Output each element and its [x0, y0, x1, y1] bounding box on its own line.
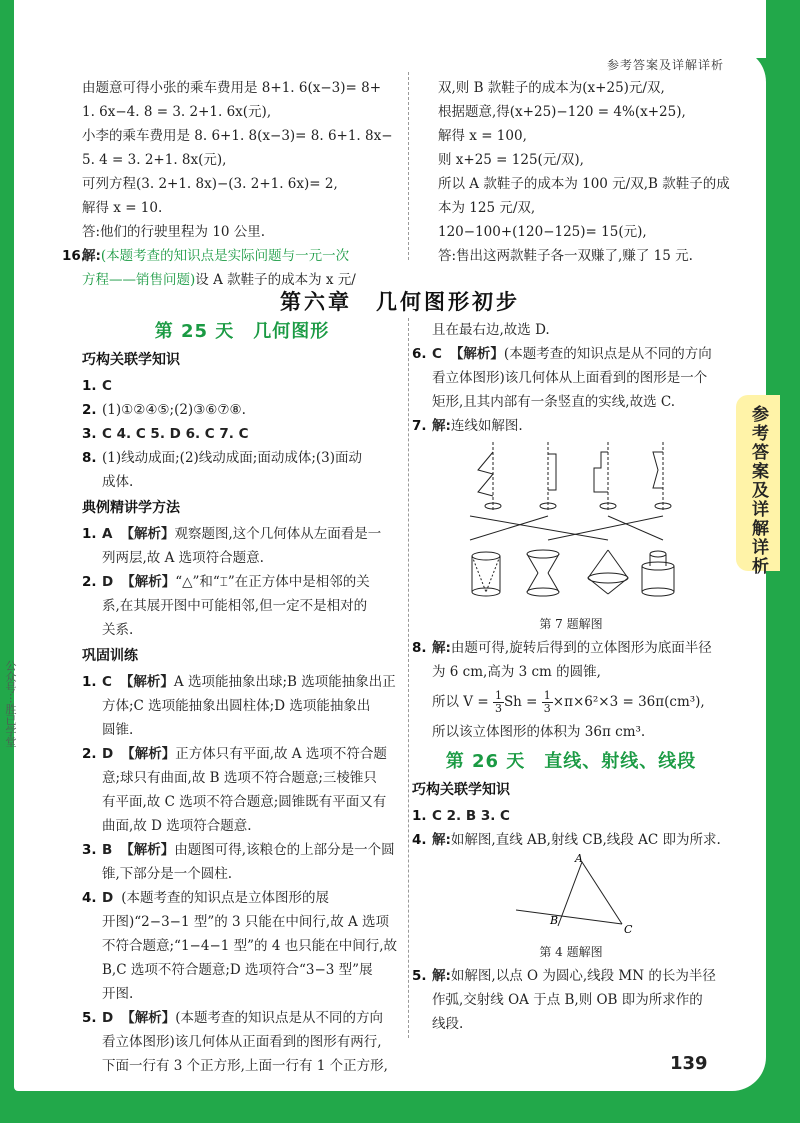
text-line: 且在最右边,故选 D. — [432, 322, 550, 338]
problem-number: 16. — [62, 248, 86, 264]
left-watermark: 公众号···胜已学堂 — [4, 660, 17, 748]
answer-item: 2. D 【解析】正方体只有平面,故 A 选项不符合题 意;球只有曲面,故 B 选项不符合题意;三棱锥只 有平面,故 C 选项不符合题意;圆锥既有平面又有 曲面,故 D 选项符合题意. — [82, 746, 387, 834]
figure-4-diagram — [512, 854, 642, 938]
figure-7-diagram — [458, 442, 678, 610]
text-line: 可列方程(3. 2+1. 8x)−(3. 2+1. 6x)= 2, — [82, 176, 338, 192]
answer-item: 1. A 【解析】观察题图,这个几何体从左面看是一 列两层,故 A 选项符合题意. — [82, 526, 382, 566]
answer-item: 5. D 【解析】(本题考查的知识点是从不同的方向 看立体图形)该几何体从正面看到的图形有两行, 下面一行有 3 个正方形,上面一行有 1 个正方形, — [82, 1010, 388, 1074]
bottom-left-column — [82, 318, 402, 1078]
answer-item: 4. 解:如解图,直线 AB,射线 CB,线段 AC 即为所求. — [412, 832, 721, 848]
text-line: 5. 4 = 3. 2+1. 8x(元), — [82, 152, 227, 168]
text-line: 根据题意,得(x+25)−120 = 4%(x+25), — [438, 104, 686, 120]
text-line: 双,则 B 款鞋子的成本为(x+25)元/双, — [438, 80, 665, 96]
text: 设 A 款鞋子的成本为 x 元/ — [195, 272, 356, 288]
figure-7-caption: 第 7 题解图 — [539, 617, 603, 631]
column-divider-top — [408, 72, 409, 260]
text-line: 解得 x = 10. — [82, 200, 163, 216]
chapter-title: 第六章 几何图形初步 — [280, 290, 520, 314]
problem-16 — [62, 244, 402, 292]
answer-item: 2. (1)①②④⑤;(2)③⑥⑦⑧. — [82, 402, 246, 418]
text-line: 本为 125 元/双, — [438, 200, 536, 216]
text-line: 小李的乘车费用是 8. 6+1. 8(x−3)= 8. 6+1. 8x− — [82, 128, 393, 144]
volume-formula: 所以 V = $\frac{1}{3}$ Sh = $\frac{1}{3}$ ×π×6²×3 = 36π(cm³), — [432, 689, 705, 715]
figure-4-caption: 第 4 题解图 — [539, 945, 603, 959]
side-tab-label: 参考答案及详解详析 — [748, 405, 768, 576]
note: (本题考查的知识点是实际问题与一元一次 — [100, 248, 350, 264]
answer-item: 7. 解:连线如解图. — [412, 418, 523, 434]
text-line: 由题意可得小张的乘车费用是 8+1. 6(x−3)= 8+ — [82, 80, 382, 96]
text-line: 120−100+(120−125)= 15(元), — [438, 224, 647, 240]
section-heading: 巩固训练 — [82, 648, 138, 664]
point-b-label: B — [550, 914, 559, 927]
section-heading: 典例精讲学方法 — [82, 500, 180, 516]
answer-item: 1. C 【解析】A 选项能抽象出球;B 选项能抽象出正 方体;C 选项能抽象出圆柱体;D 选项能抽象出 圆锥. — [82, 674, 396, 738]
point-c-label: C — [624, 923, 633, 936]
note: 方程——销售问题) — [82, 272, 196, 288]
day-26-title: 第 26 天 直线、射线、线段 — [445, 751, 697, 772]
page-number: 139 — [670, 1053, 708, 1074]
text-line: 1. 6x−4. 8 = 3. 2+1. 6x(元), — [82, 104, 272, 120]
section-heading: 巧构关联学知识 — [412, 782, 510, 798]
column-divider-bottom — [408, 318, 409, 1038]
text-line: 答:售出这两款鞋子各一双赚了,赚了 15 元. — [438, 248, 693, 264]
running-header: 参考答案及详解详析 — [606, 58, 724, 72]
answer-item: 1. C — [82, 378, 112, 394]
bottom-right-column — [412, 318, 730, 1036]
answer-item: 4. D (本题考查的知识点是立体图形的展 开图)“2−3−1 型”的 3 只能在中间行,故 A 选项 不符合题意;“1−4−1 型”的 4 也只能在中间行,故 B,C 选项不符合题意;D 选项符合“3−3 型”展 开图. — [82, 890, 397, 1002]
text-line: 所以 A 款鞋子的成本为 100 元/双,B 款鞋子的成 — [438, 176, 730, 192]
text-line: 答:他们的行驶里程为 10 公里. — [82, 224, 266, 240]
top-left-column — [62, 76, 402, 292]
text-line: 则 x+25 = 125(元/双), — [438, 152, 584, 168]
answer-item: 1. C 2. B 3. C — [412, 808, 510, 824]
answer-item: 3. B 【解析】由题图可得,该粮仓的上部分是一个圆 锥,下部分是一个圆柱. — [82, 842, 395, 882]
text-line: 解得 x = 100, — [438, 128, 527, 144]
answer-item: 3. C 4. C 5. D 6. C 7. C — [82, 426, 249, 442]
answer-item: 8. (1)线动成面;(2)线动成面;面动成体;(3)面动 成体. — [82, 450, 363, 490]
point-a-label: A — [575, 854, 583, 865]
day-25-title: 第 25 天 几何图形 — [154, 321, 330, 342]
answer-item: 8. 解:由题可得,旋转后得到的立体图形为底面半径 为 6 cm,高为 3 cm 的圆锥, 所以 V = $\frac{1}{3}$ Sh = $\frac{1}{3}$ ×π×6²×3 = 36π(cm³), 所以该立体图形的体积为 36π cm³. — [412, 636, 730, 744]
answer-item: 6. C 【解析】(本题考查的知识点是从不同的方向 看立体图形)该几何体从上面看到的图形是一个 矩形,且其内部有一条竖直的实线,故选 C. — [412, 346, 712, 410]
section-heading: 巧构关联学知识 — [82, 352, 180, 368]
answer-item: 5. 解:如解图,以点 O 为圆心,线段 MN 的长为半径 作弧,交射线 OA 于点 B,则 OB 即为所求作的 线段. — [412, 968, 716, 1032]
top-right-column — [438, 76, 730, 268]
solution-tag: 解: — [82, 248, 101, 264]
answer-item: 2. D 【解析】“△”和“⌶”在正方体中是相邻的关 系,在其展开图中可能相邻,但一定不是相对的 关系. — [82, 574, 370, 638]
